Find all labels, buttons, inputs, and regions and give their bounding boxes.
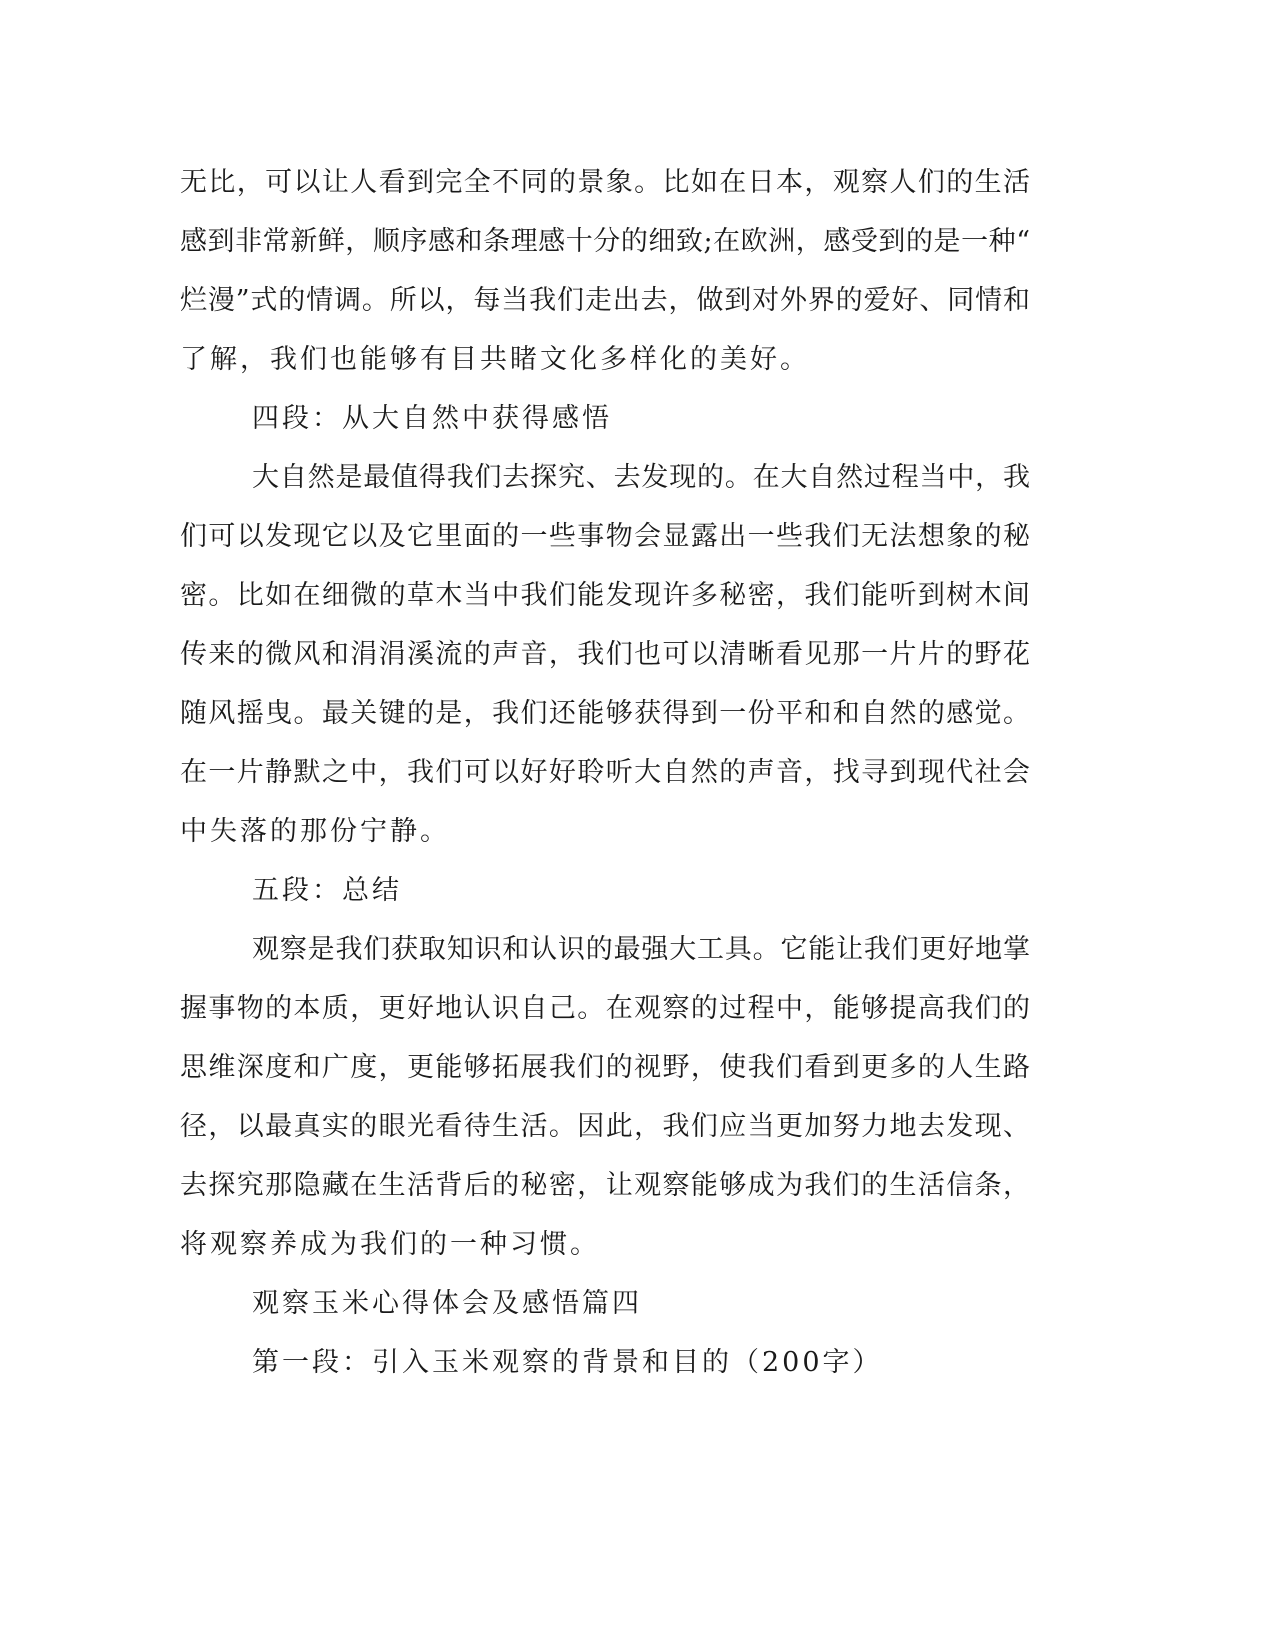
text-line: 感到非常新鲜，顺序感和条理感十分的细致;在欧洲，感受到的是一种“	[180, 226, 1030, 257]
paragraph-summary	[180, 920, 1030, 1274]
section-heading-text: 四段：从大自然中获得感悟	[252, 403, 612, 434]
article-title-part4	[180, 1274, 1030, 1333]
text-line: 密。比如在细微的草木当中我们能发现许多秘密，我们能听到树木间	[180, 580, 1030, 611]
section-heading-1	[180, 1333, 1030, 1392]
text-line: 大自然是最值得我们去探究、去发现的。在大自然过程当中，我	[252, 462, 1030, 493]
section-heading-text: 第一段：引入玉米观察的背景和目的（200字）	[252, 1347, 883, 1378]
text-line: 传来的微风和涓涓溪流的声音，我们也可以清晰看见那一片片的野花	[180, 639, 1030, 670]
document-body	[180, 153, 1030, 1392]
text-line: 思维深度和广度，更能够拓展我们的视野，使我们看到更多的人生路	[180, 1052, 1030, 1083]
text-line: 在一片静默之中，我们可以好好聆听大自然的声音，找寻到现代社会	[180, 757, 1030, 788]
section-heading-text: 五段：总结	[252, 875, 402, 906]
text-line: 握事物的本质，更好地认识自己。在观察的过程中，能够提高我们的	[180, 993, 1030, 1024]
text-line: 了解，我们也能够有目共睹文化多样化的美好。	[180, 344, 810, 375]
article-title-text: 观察玉米心得体会及感悟篇四	[252, 1288, 642, 1319]
paragraph-nature	[180, 448, 1030, 861]
text-line: 无比，可以让人看到完全不同的景象。比如在日本，观察人们的生活	[180, 167, 1030, 198]
text-line: 将观察养成为我们的一种习惯。	[180, 1229, 600, 1260]
section-heading-5	[180, 861, 1030, 920]
text-line: 去探究那隐藏在生活背后的秘密，让观察能够成为我们的生活信条，	[180, 1170, 1030, 1201]
text-line: 径，以最真实的眼光看待生活。因此，我们应当更加努力地去发现、	[180, 1111, 1030, 1142]
text-line: 烂漫”式的情调。所以，每当我们走出去，做到对外界的爱好、同情和	[180, 285, 1030, 316]
text-line: 观察是我们获取知识和认识的最强大工具。它能让我们更好地掌	[252, 934, 1030, 965]
text-line: 随风摇曳。最关键的是，我们还能够获得到一份平和和自然的感觉。	[180, 698, 1030, 729]
text-line: 中失落的那份宁静。	[180, 816, 450, 847]
paragraph-culture	[180, 153, 1030, 389]
text-line: 们可以发现它以及它里面的一些事物会显露出一些我们无法想象的秘	[180, 521, 1030, 552]
section-heading-4	[180, 389, 1030, 448]
